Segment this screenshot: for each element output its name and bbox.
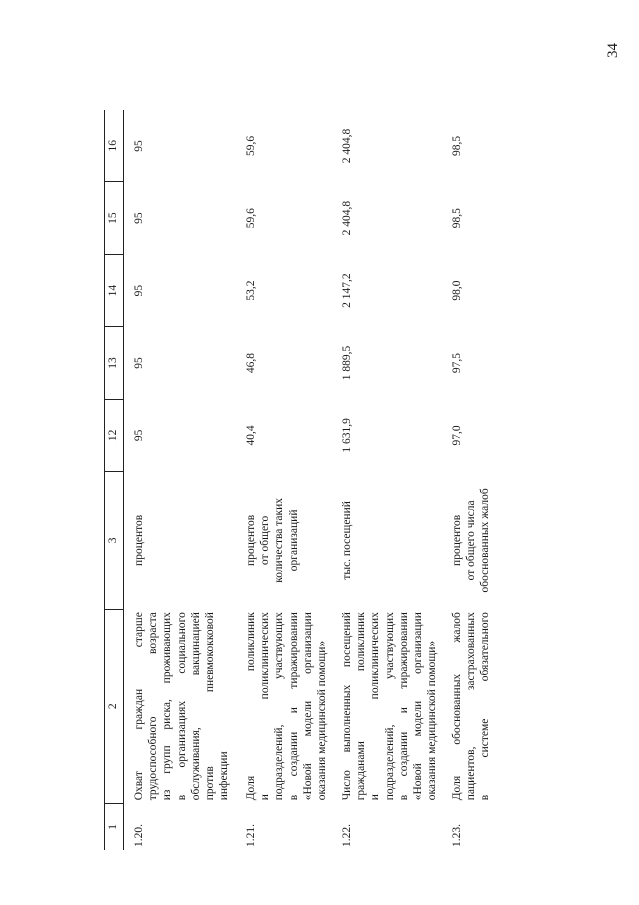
value-cell: 2 147,2 <box>341 273 353 308</box>
value-cell: 95 <box>133 429 145 442</box>
indicator-name-line: пациентов, застрахованных <box>465 612 478 801</box>
value-cell: 97,0 <box>451 425 463 446</box>
value-cell: 98,5 <box>451 135 463 157</box>
value-cell: 53,2 <box>245 280 257 301</box>
indicator-name-line: трудоспособного возраста <box>147 612 160 801</box>
rotated-table-wrapper <box>104 110 504 850</box>
indicator-name-line: из групп риска, проживающих <box>161 612 174 801</box>
indicator-name <box>124 609 237 803</box>
unit-line: процентов <box>245 514 257 566</box>
row-id: 1.22. <box>341 824 353 847</box>
value-cell: 59,6 <box>245 135 257 157</box>
unit-of-measure <box>124 472 237 610</box>
indicator-name-line: Доля поликлиник <box>245 612 257 801</box>
indicator-name-line: обслуживания, вакцинацией <box>189 612 202 801</box>
indicator-name <box>236 609 332 803</box>
column-number-header: 2 <box>105 609 124 803</box>
column-number-header: 14 <box>105 254 124 326</box>
value-cell: 40,4 <box>245 425 257 446</box>
value-cell: 95 <box>133 140 145 152</box>
indicator-name-line: в организациях социального <box>175 612 188 801</box>
column-number-header: 3 <box>105 472 124 610</box>
indicator-name-line: инфекции <box>218 751 231 801</box>
unit-of-measure <box>442 472 512 610</box>
value-cell: 1 889,5 <box>341 345 353 381</box>
unit-line: процентов <box>133 514 145 566</box>
value-cell: 2 404,8 <box>341 128 353 164</box>
row-id: 1.21. <box>245 824 257 847</box>
value-cell: 98,0 <box>451 280 463 301</box>
indicator-name-line: Число выполненных посещений <box>341 612 353 801</box>
value-cell: 98,5 <box>451 208 463 229</box>
value-cell: 2 404,8 <box>341 200 353 236</box>
indicator-name-line: подразделений, участвующих <box>383 612 396 801</box>
indicator-name-line: в создании и тиражировании <box>397 612 410 801</box>
table-row <box>236 110 332 850</box>
table-row <box>442 110 512 850</box>
table-row <box>124 110 237 850</box>
column-number-header: 1 <box>105 803 124 850</box>
unit-of-measure <box>236 472 332 610</box>
row-id: 1.20. <box>133 824 145 847</box>
unit-line: от общего числа <box>465 500 478 581</box>
indicator-name-line: и поликлинических <box>369 612 382 801</box>
table-row <box>332 110 442 850</box>
unit-line: тыс. посещений <box>341 501 353 580</box>
value-cell: 95 <box>133 357 145 369</box>
column-number-header: 16 <box>105 110 124 182</box>
indicator-name-line: подразделений, участвующих <box>273 612 286 801</box>
indicator-name-line: Доля обоснованных жалоб <box>451 612 463 801</box>
value-cell: 59,6 <box>245 208 257 229</box>
column-number-header: 15 <box>105 182 124 254</box>
row-id: 1.23. <box>451 824 463 847</box>
unit-line: обоснованных жалоб <box>479 488 492 593</box>
page-number: 34 <box>605 43 621 58</box>
indicator-name-line: в создании и тиражировании <box>287 612 300 801</box>
indicator-name-line: оказания медицинской помощи» <box>316 640 329 801</box>
value-cell: 1 631,9 <box>341 418 353 453</box>
value-cell: 95 <box>133 212 145 224</box>
unit-of-measure <box>332 472 442 610</box>
indicator-name-line: «Новой модели организации <box>412 612 425 801</box>
unit-line: количества таких <box>273 497 286 583</box>
unit-line: от общего <box>259 515 272 565</box>
unit-line: организаций <box>287 509 300 572</box>
value-cell: 46,8 <box>245 352 257 374</box>
value-cell: 97,5 <box>451 352 463 374</box>
column-number-header: 13 <box>105 327 124 399</box>
indicator-name-line: и поликлинических <box>259 612 272 801</box>
indicator-name-line: «Новой модели организации <box>301 612 314 801</box>
unit-line: процентов <box>451 514 463 566</box>
indicator-name-line: гражданами поликлиник <box>355 612 368 801</box>
indicator-name-line: оказания медицинской помощи» <box>426 640 439 801</box>
indicator-table <box>104 110 512 850</box>
value-cell: 95 <box>133 284 145 297</box>
indicator-name-line: против пневмококковой <box>204 612 217 801</box>
indicator-name <box>332 609 442 803</box>
column-number-header: 12 <box>105 399 124 471</box>
indicator-name-line: Охват граждан старше <box>133 612 145 801</box>
indicator-name <box>442 609 512 803</box>
column-number-header-row <box>105 110 124 850</box>
indicator-name-line: в системе обязательного <box>479 612 492 801</box>
